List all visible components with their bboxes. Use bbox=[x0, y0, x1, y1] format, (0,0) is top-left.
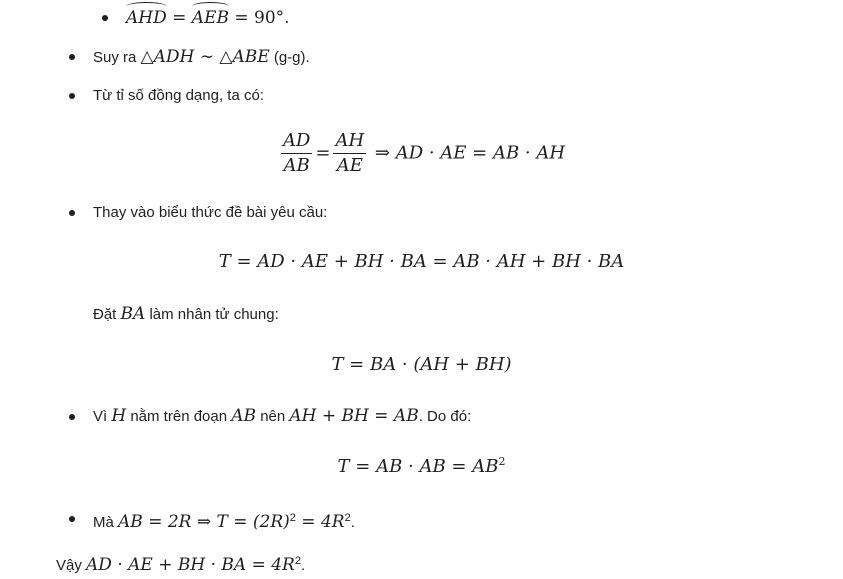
math-radius: AB = 2R ⇒ T = (2R) bbox=[118, 512, 290, 532]
arc-angle-aeb: AEB bbox=[191, 8, 229, 28]
arc-angle-ahd: AHD bbox=[126, 8, 167, 28]
equals: = bbox=[166, 8, 192, 28]
ratio-equation bbox=[0, 130, 843, 177]
exponent: 2 bbox=[289, 512, 296, 524]
similar-triangles-math: △ADH ∼ △ABE bbox=[140, 47, 270, 67]
segment-line bbox=[93, 405, 471, 428]
conclusion-math: AD · AE + BH · BA = 4R bbox=[86, 555, 295, 575]
implication: ⇒ AD · AE = AB · AH bbox=[374, 142, 566, 164]
exponent: 2 bbox=[294, 555, 301, 567]
math-ab: AB bbox=[231, 406, 257, 426]
equals-90: = 90°. bbox=[228, 8, 290, 28]
denominator: AE bbox=[336, 155, 363, 176]
bullet bbox=[69, 54, 75, 60]
expression-equation: T = AD · AE + BH · BA = AB · AH + BH · BA bbox=[218, 251, 625, 272]
bullet bbox=[69, 516, 75, 522]
bullet bbox=[69, 93, 75, 99]
radius-line bbox=[93, 507, 355, 534]
exponent: 2 bbox=[498, 455, 506, 468]
text: Vậy bbox=[56, 557, 87, 574]
ratio-intro-line: Từ tỉ số đồng dạng, ta có: bbox=[93, 87, 264, 104]
text: Vì bbox=[93, 408, 112, 425]
conclusion-line bbox=[56, 550, 305, 577]
exponent: 2 bbox=[344, 512, 351, 524]
similarity-line bbox=[93, 46, 310, 69]
equals: = bbox=[315, 142, 331, 164]
text: Suy ra bbox=[93, 49, 141, 66]
math-h: H bbox=[111, 406, 127, 426]
fraction-ad-ab bbox=[281, 130, 312, 177]
denominator: AB bbox=[283, 155, 310, 176]
numerator: AD bbox=[281, 130, 312, 154]
bullet bbox=[69, 210, 75, 216]
math-4r: = 4R bbox=[295, 512, 345, 532]
text: . bbox=[300, 557, 306, 574]
substitute-line: Thay vào biểu thức đề bài yêu cầu: bbox=[93, 204, 328, 221]
factor-line bbox=[93, 303, 279, 326]
text: làm nhân tử chung: bbox=[145, 306, 279, 323]
text: nằm trên đoạn bbox=[126, 408, 232, 425]
result-math: T = AB · AB = AB bbox=[337, 456, 499, 477]
fraction-ah-ae bbox=[333, 130, 366, 177]
text: (g-g). bbox=[269, 49, 310, 66]
bullet bbox=[102, 15, 108, 21]
bullet bbox=[69, 414, 75, 420]
math-sum: AH + BH = AB bbox=[289, 406, 419, 426]
text: . Do đó: bbox=[418, 408, 472, 425]
numerator: AH bbox=[333, 130, 366, 154]
text: . bbox=[350, 514, 355, 531]
factored-equation: T = BA · (AH + BH) bbox=[331, 354, 512, 375]
result-equation bbox=[0, 455, 843, 477]
text: Đặt bbox=[93, 306, 121, 323]
text: Mà bbox=[93, 514, 119, 531]
angle-equality-line bbox=[126, 7, 290, 29]
text: nên bbox=[256, 408, 290, 425]
math-ba: BA bbox=[120, 304, 146, 324]
